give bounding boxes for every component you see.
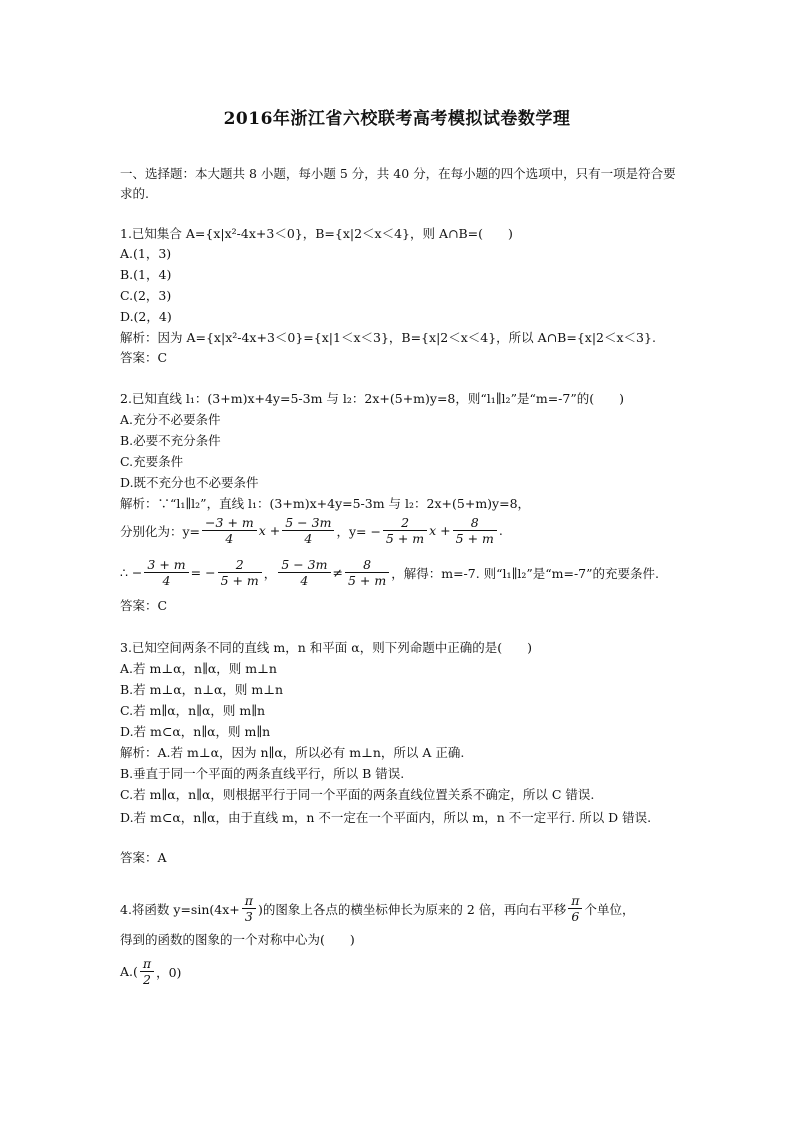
q1-option-b: B.(1，4) — [120, 267, 172, 282]
q3-option-a: A.若 m⊥α，n∥α，则 m⊥n — [120, 661, 277, 676]
fraction: $\frac{2}{5 + m}$ — [383, 515, 427, 546]
fraction: $\frac{\pi}{3}$ — [242, 893, 256, 924]
q3-analysis-b: B.垂直于同一个平面的两条直线平行，所以 B 错误. — [120, 766, 405, 781]
q1-stem: 1.已知集合 A={x|x²-4x+3＜0}，B={x|2＜x＜4}，则 A∩B=( ) — [120, 226, 513, 241]
q2-therefore-line: ∴ − $\frac{3 + m}{4}$ = − $\frac{2}{5 + m}$ ， $\frac{5 - 3m}{4}$ ≠ $\frac{8}{5 + m}$ ，解得：m=-7. 则“l₁∥l₂”是“m=-7”的充要条件. — [120, 557, 659, 588]
fraction: $\frac{\pi}{2}$ — [140, 956, 154, 987]
q2-stem: 2.已知直线 l₁：(3+m)x+4y=5-3m 与 l₂：2x+(5+m)y=8，则“l₁∥l₂”是“m=-7”的( ) — [120, 391, 624, 406]
q3-answer: 答案：A — [120, 850, 167, 865]
fraction: $\frac{2}{5 + m}$ — [218, 557, 262, 588]
q2-option-c: C.充要条件 — [120, 454, 184, 469]
q4-stem-line2: 得到的函数的图象的一个对称中心为( ) — [120, 932, 355, 947]
q1-option-c: C.(2，3) — [120, 288, 172, 303]
q2-option-a: A.充分不必要条件 — [120, 412, 221, 427]
q3-analysis-a: 解析：A.若 m⊥α，因为 n∥α，所以必有 m⊥n，所以 A 正确. — [120, 745, 465, 760]
q2-answer: 答案：C — [120, 598, 168, 613]
q4-stem-line1: 4.将函数 y=sin(4x+ $\frac{\pi}{3}$ )的图象上各点的横坐标伸长为原来的 2 倍，再向右平移 $\frac{\pi}{6}$ 个单位， — [120, 893, 635, 924]
q2-option-d: D.既不充分也不必要条件 — [120, 475, 259, 490]
fraction: $\frac{8}{5 + m}$ — [453, 515, 497, 546]
q1-analysis: 解析：因为 A={x|x²-4x+3＜0}={x|1＜x＜3}，B={x|2＜x＜4}，所以 A∩B={x|2＜x＜3}. — [120, 330, 656, 345]
fraction: $\frac{8}{5 + m}$ — [345, 557, 389, 588]
fraction: $\frac{3 + m}{4}$ — [144, 557, 188, 588]
fraction: $\frac{5 - 3m}{4}$ — [278, 557, 330, 588]
fraction: $\frac{\pi}{6}$ — [568, 893, 582, 924]
q2-separated-forms: 分别化为：y= $\frac{-3 + m}{4}$ x + $\frac{5 - 3m}{4}$ ，y= − $\frac{2}{5 + m}$ x + $\frac{8}{5 + m}$ . — [120, 515, 503, 546]
q3-option-d: D.若 m⊂α，n∥α，则 m∥n — [120, 724, 271, 739]
q3-option-c: C.若 m∥α，n∥α，则 m∥n — [120, 703, 266, 718]
fraction: $\frac{-3 + m}{4}$ — [202, 515, 257, 546]
q1-option-a: A.(1，3) — [120, 246, 172, 261]
section-intro: 一、选择题：本大题共 8 小题，每小题 5 分，共 40 分，在每小题的四个选项中，只有一项是符合要求的. — [120, 166, 676, 201]
q2-analysis: 解析：∵“l₁∥l₂”，直线 l₁：(3+m)x+4y=5-3m 与 l₂：2x+(5+m)y=8， — [120, 496, 531, 511]
q3-option-b: B.若 m⊥α，n⊥α，则 m⊥n — [120, 682, 284, 697]
q2-option-b: B.必要不充分条件 — [120, 433, 221, 448]
page-title: 2016年浙江省六校联考高考模拟试卷数学理 — [223, 109, 571, 129]
q1-option-d: D.(2，4) — [120, 309, 172, 324]
q2-sep-prefix: 分别化为：y= — [120, 523, 201, 539]
q1-answer: 答案：C — [120, 350, 168, 365]
fraction: $\frac{5 - 3m}{4}$ — [282, 515, 334, 546]
q3-analysis-d: D.若 m⊂α，n∥α，由于直线 m，n 不一定在一个平面内，所以 m，n 不一定平行. 所以 D 错误. — [120, 810, 652, 825]
q3-stem: 3.已知空间两条不同的直线 m，n 和平面 α，则下列命题中正确的是( ) — [120, 640, 532, 655]
q3-analysis-c: C.若 m∥α，n∥α，则根据平行于同一个平面的两条直线位置关系不确定，所以 C 错误. — [120, 787, 595, 802]
q4-option-a: A.( $\frac{\pi}{2}$ ，0) — [120, 956, 182, 987]
